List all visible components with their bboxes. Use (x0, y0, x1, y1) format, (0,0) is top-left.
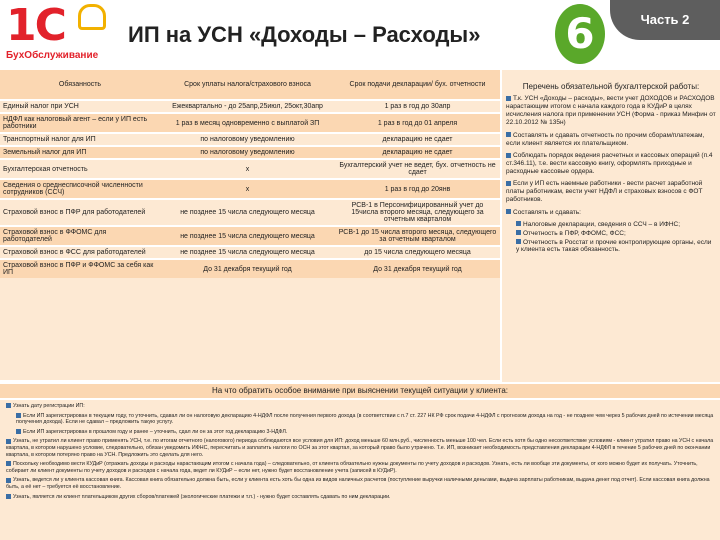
table-cell: не позднее 15 числа следующего месяца (160, 246, 335, 259)
table-cell: Страховой взнос в ПФР для работодателей (0, 199, 160, 226)
table-cell: 1 раз в год до 20янв (335, 179, 500, 199)
table-header-duty: Обязанность (0, 70, 160, 100)
attention-panel (0, 400, 720, 540)
list-item: Составлять и сдавать: (506, 209, 716, 217)
work-list-title: Перечень обязательной бухгалтерской работы: (522, 82, 700, 91)
house-icon (78, 4, 106, 30)
table-header-report: Срок подачи декларации/ бух. отчетности (335, 70, 500, 100)
table-cell: РСВ-1 до 15 числа второго месяца, следующего за отчетным кварталом (335, 226, 500, 246)
logo-text: 1С (6, 0, 65, 51)
table-row (0, 146, 500, 159)
list-item: Если у ИП есть наемные работники - вести расчет заработной платы работникам, вести учет НДФЛ и страховых взносов с ФОТ работников. (506, 180, 703, 204)
table-row (0, 259, 500, 278)
attention-title: На что обратить особое внимание при выяснении текущей ситуации у клиента: (0, 384, 720, 398)
bullet-icon (506, 181, 511, 186)
table-cell: Страховой взнос в ФСС для работодателей (0, 246, 160, 259)
bullet-icon (516, 239, 521, 244)
bullet-icon (16, 413, 21, 418)
obligations-table-area (0, 70, 500, 380)
table-row (0, 113, 500, 133)
sub-list-item: Отчетность в Росстат и прочие контролирующие органы, если у клиента есть такая обязанность. (516, 238, 712, 253)
table-cell: декларацию не сдает (335, 133, 500, 146)
page-title: ИП на УСН «Доходы – Расходы» (128, 22, 481, 47)
attention-subitem: Если ИП зарегистрирован в текущем году, то уточнить, сдавал ли он налоговую декларацию 4-НДФЛ после получения первого дохода (в соответствии с п.7 ст. 227 НК РФ срок подачи 4-НДФЛ с прогнозом дохода на год - не позднее чем через 5 рабочих дней по истечении месяца получения дохода). Если не сдавал – предложить такую услугу. (16, 412, 714, 426)
table-cell: Ежеквартально - до 25апр,25июл, 25окт,30апр (160, 100, 335, 113)
list-item: Составлять и сдавать отчетность по прочим сборам/платежам, если клиент является их плательщиком. (506, 131, 705, 147)
table-cell: Страховой взнос в ПФР и ФФОМС за себя как ИП (0, 259, 160, 278)
table-row (0, 226, 500, 246)
bullet-icon (16, 429, 21, 434)
table-cell: До 31 декабря текущий год (335, 259, 500, 278)
table-row (0, 159, 500, 179)
bullet-icon (506, 153, 511, 158)
table-body (0, 100, 500, 278)
part-label: Часть 2 (610, 0, 720, 40)
bullet-icon (6, 461, 11, 466)
table-row (0, 100, 500, 113)
logo-subtitle: БухОбслуживание (6, 50, 99, 61)
table-row (0, 133, 500, 146)
table-row (0, 246, 500, 259)
bullet-icon (6, 403, 11, 408)
list-item: Соблюдать порядок ведения расчетных и кассовых операций (п.4 ст.346.11), т.е. вести кассовую книгу, оформлять приходные и расходные кассовые ордера. (506, 151, 713, 175)
bullet-icon (516, 230, 521, 235)
table-row (0, 179, 500, 199)
table-row (0, 199, 500, 226)
bullet-icon (6, 439, 11, 444)
table-cell: Транспортный налог для ИП (0, 133, 160, 146)
table-cell: 1 раз в год до 30апр (335, 100, 500, 113)
sub-list-item: Отчетность в ПФР, ФФОМС, ФСС; (516, 230, 716, 237)
table-cell: Бухгалтерская отчетность (0, 159, 160, 179)
table-cell: не позднее 15 числа следующего месяца (160, 199, 335, 226)
table-cell: по налоговому уведомлению (160, 146, 335, 159)
attention-item: Узнать дату регистрации ИП: (6, 403, 714, 410)
table-cell: Единый налог при УСН (0, 100, 160, 113)
attention-subitem: Если ИП зарегистрирован в прошлом году и ранее – уточнить, сдал ли он за этот год декларацию 3-НДФЛ. (16, 429, 714, 436)
work-list-panel (502, 70, 720, 382)
sub-list-item: Налоговые декларации, сведения о ССЧ – в ИФНС; (516, 221, 716, 228)
bullet-icon (506, 96, 511, 101)
bullet-icon (506, 132, 511, 137)
table-cell: декларацию не сдает (335, 146, 500, 159)
attention-item: Поскольку необходимо вести КУДиР (отражать доходы и расходы нарастающим итогом с начала года) – следовательно, от клиента обязательно нужны документы по учету доходов и расходов. Узнать, есть ли вообще эти документы, от кого можно будет их получать. Уточнить, собирает ли клиент документы по учету доходов и расходов с начала года, ведет ли КУДиР – если нет, нужно будет восстановление учета (записей в КУДиР). (6, 461, 698, 474)
table-header-payment: Срок уплаты налога/страхового взноса (160, 70, 335, 100)
table-cell: Страховой взнос в ФФОМС для работодателей (0, 226, 160, 246)
table-cell: x (160, 159, 335, 179)
table-cell: по налоговому уведомлению (160, 133, 335, 146)
table-cell: До 31 декабря текущий год (160, 259, 335, 278)
bullet-icon (506, 209, 511, 214)
attention-item: Узнать, ведется ли у клиента кассовая книга. Кассовая книга обязательно должна быть, если у клиента есть хоть бы одна из видов наличных расчетов (поступление выручки наличными деньгами, выдача зарплаты работникам, выдача денег под отчет). Если кассовая книга должна быть, а её нет – требуется её восстановление. (6, 477, 710, 491)
bullet-icon (6, 478, 11, 483)
table-cell: РСВ-1 в Персонифицированный учет до 15числа второго месяца, следующего за отчетным кварталом (335, 199, 500, 226)
table-cell: 1 раз в год до 01 апреля (335, 113, 500, 133)
attention-item: Узнать, является ли клиент плательщиком других сборов/платежей (экологические платежи и т.п.) - нужно будет составлять сдавать по ним декларации. (6, 494, 714, 501)
table-cell: не позднее 15 числа следующего месяца (160, 226, 335, 246)
table-cell: Сведения о среднесписочной численности сотрудников (ССЧ) (0, 179, 160, 199)
list-item: Т.к. УСН «Доходы – расходы», вести учет ДОХОДОВ и РАСХОДОВ нарастающим итогом с начала каждого года в КУДиР в целях исчисления налога при применении УСН (Форма - приказ Минфин от 22.10.2012 № 135н) (506, 95, 716, 127)
bullet-icon (516, 221, 521, 226)
section-number-badge: 6 (555, 4, 605, 64)
table-cell: Земельный налог для ИП (0, 146, 160, 159)
bullet-icon (6, 494, 11, 499)
table-cell: НДФЛ как налоговый агент – если у ИП есть работники (0, 113, 160, 133)
table-cell: до 15 числа следующего месяца (335, 246, 500, 259)
header (0, 0, 720, 70)
table-cell: 1 раз в месяц одновременно с выплатой ЗП (160, 113, 335, 133)
obligations-table (0, 70, 500, 278)
table-cell: Бухгалтерский учет не ведет, бух. отчетность не сдает (335, 159, 500, 179)
attention-item: Узнать, не утратил ли клиент право применять УСН, т.е. по итогам отчетного (налогового) периода соблюдаются все условия для ИП: доход меньше 60 млн.руб., численность меньше 100 чел. Если есть хотя бы одно несоответствие условиям - клиент утратил право на УСН с начала квартала, в котором нарушено условие, следовательно, обязан уведомить ИФНС, пересчитать и заплатить налоги по ОСН за этот квартал, за который право было утрачено. Т.е. ИП, возникает необходимость представления декларации 4-НДФЛ в течение 5 рабочих дней по окончании квартала, в котором потеряно право на УСН. Предложить это сделать для него. (6, 438, 714, 458)
table-cell: x (160, 179, 335, 199)
